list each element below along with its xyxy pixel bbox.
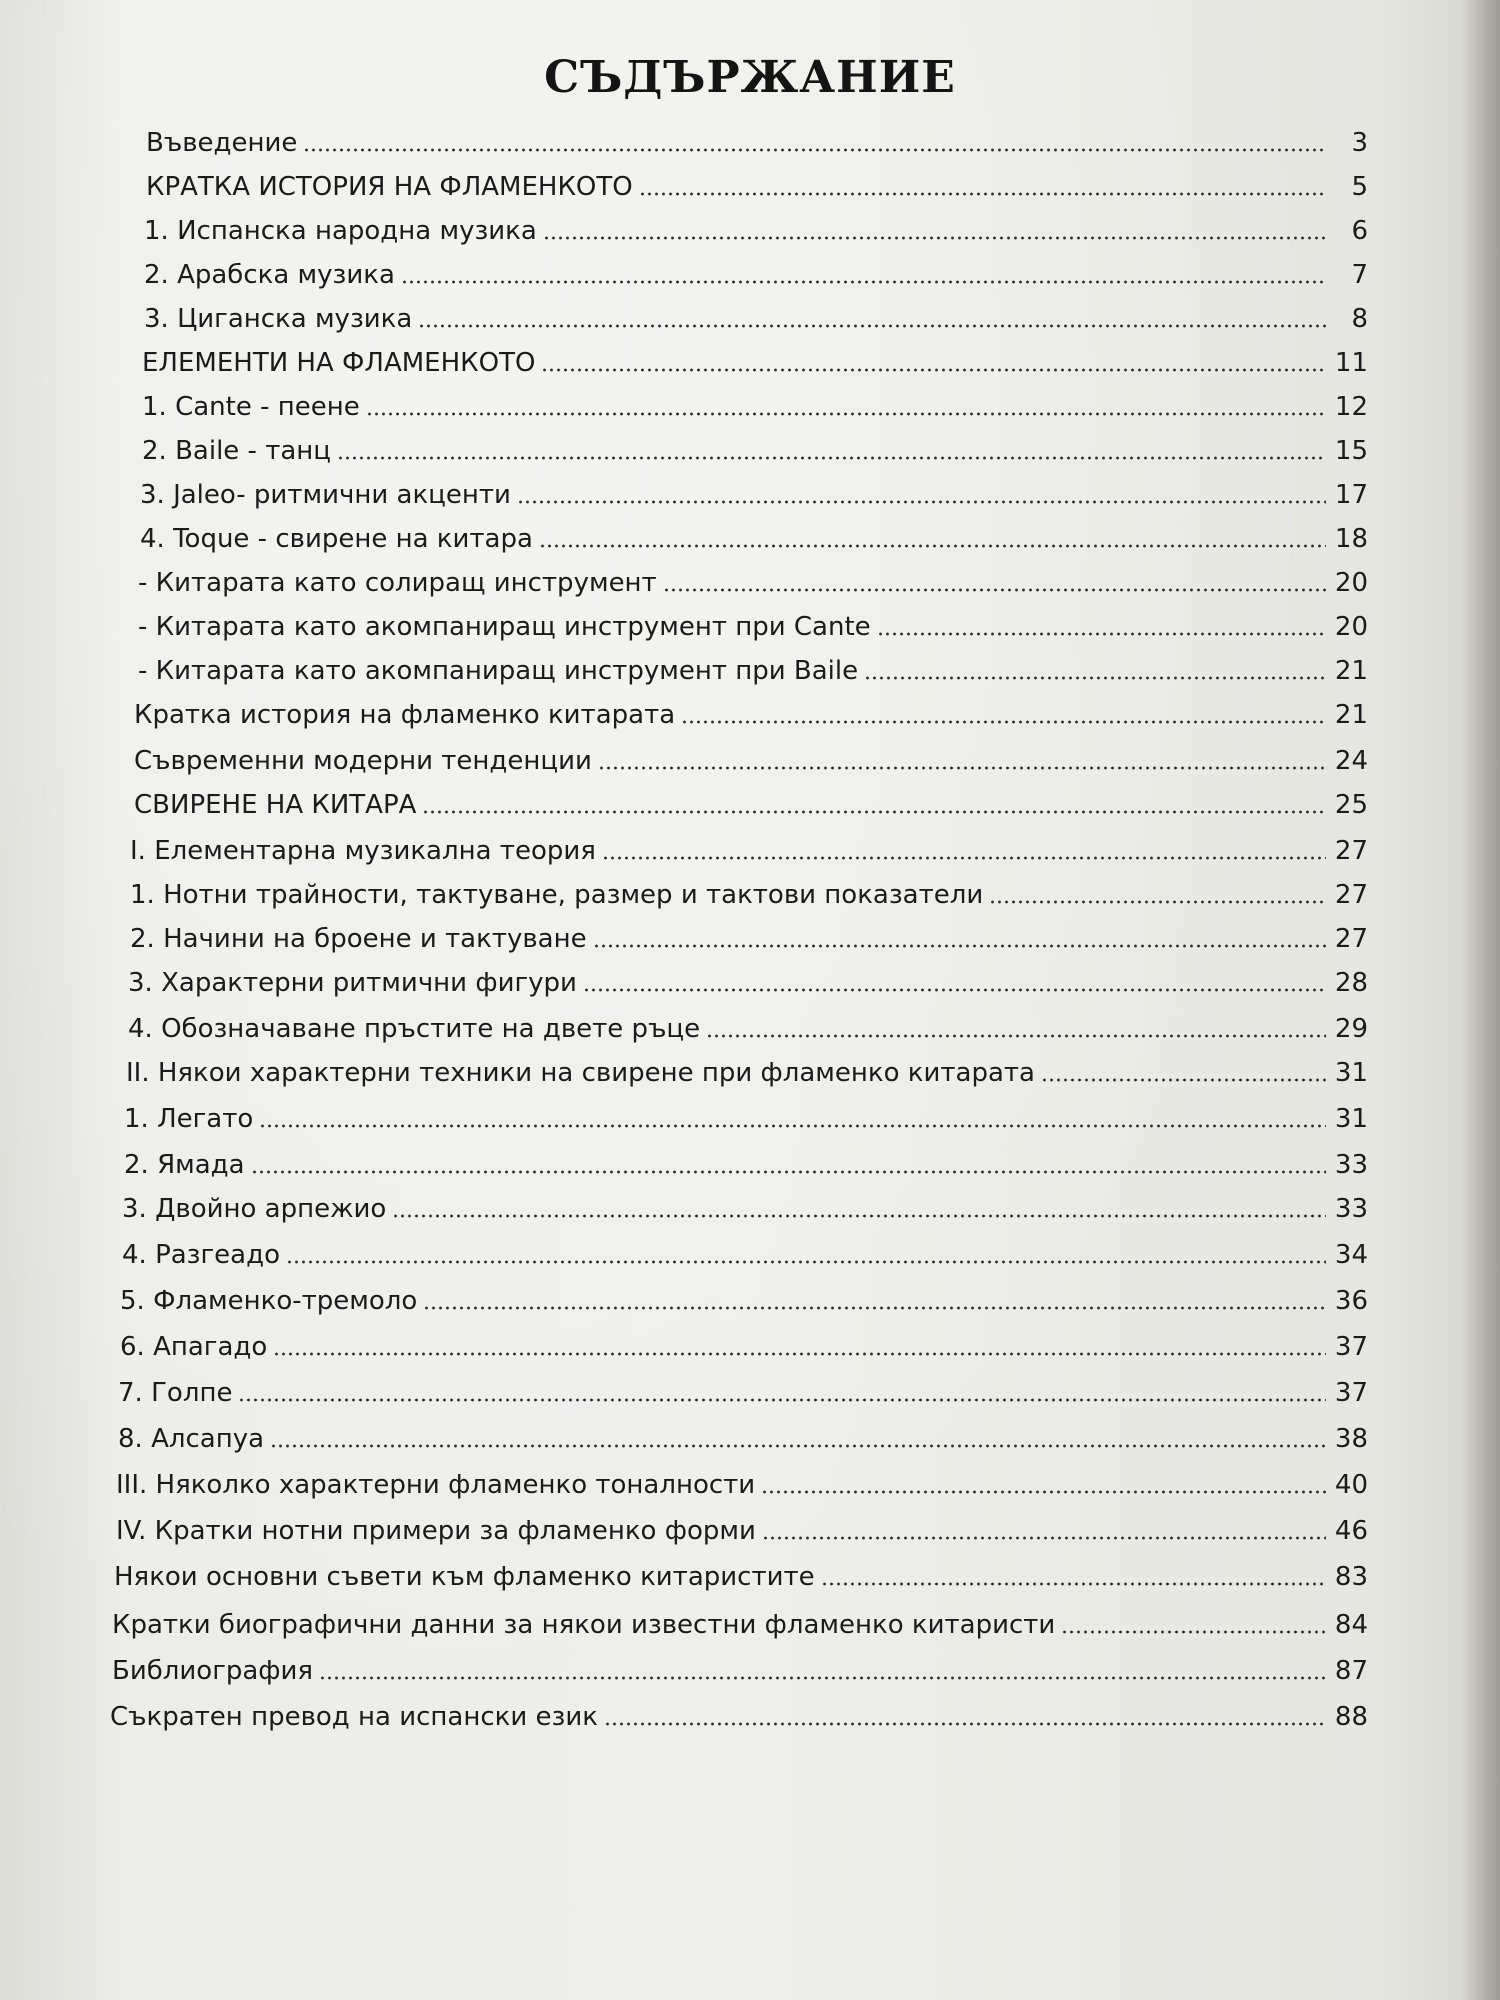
toc-entry-label: - Китарата като акомпаниращ инструмент при Baile xyxy=(138,656,859,686)
toc-entry-label: 1. Легато xyxy=(124,1104,254,1134)
toc-leader-dots xyxy=(989,900,1326,904)
toc-entry xyxy=(134,690,1368,730)
toc-entry-label: 3. Циганска музика xyxy=(144,304,413,334)
toc-entry-label: 3. Двойно арпежио xyxy=(122,1194,387,1224)
toc-entry-page: 36 xyxy=(1334,1286,1368,1316)
toc-entry-page: 7 xyxy=(1351,260,1368,290)
toc-entry-label: 1. Cante - пеене xyxy=(142,392,360,422)
page-title: СЪДЪРЖАНИЕ xyxy=(544,52,956,103)
toc-entry-page: 6 xyxy=(1351,216,1368,246)
toc-entry xyxy=(110,1692,1368,1732)
toc-leader-dots xyxy=(366,412,1326,416)
toc-leader-dots xyxy=(392,1214,1326,1218)
toc-entry-label: ЕЛЕМЕНТИ НА ФЛАМЕНКОТО xyxy=(142,348,536,378)
toc-entry-page: 29 xyxy=(1334,1014,1368,1044)
toc-entry xyxy=(128,1004,1368,1044)
toc-leader-dots xyxy=(238,1398,1326,1402)
toc-entry xyxy=(130,870,1368,910)
toc-entry-label: 7. Голпе xyxy=(118,1378,233,1408)
toc-entry-page: 84 xyxy=(1334,1610,1368,1640)
toc-entry xyxy=(142,382,1368,422)
toc-entry-label: 2. Арабска музика xyxy=(144,260,395,290)
toc-entry-page: 34 xyxy=(1334,1240,1368,1270)
toc-entry xyxy=(118,1414,1368,1454)
toc-entry-label: 5. Фламенко-тремоло xyxy=(120,1286,418,1316)
toc-entry xyxy=(124,1094,1368,1134)
toc-entry-page: 8 xyxy=(1351,304,1368,334)
toc-entry-label: 6. Апагадо xyxy=(120,1332,268,1362)
toc-entry-page: 11 xyxy=(1334,348,1368,378)
toc-leader-dots xyxy=(598,766,1326,770)
toc-entry-label: Библиография xyxy=(112,1656,314,1686)
toc-entry xyxy=(144,206,1368,246)
toc-entry-page: 28 xyxy=(1334,968,1368,998)
toc-leader-dots xyxy=(864,676,1326,680)
toc-entry-page: 33 xyxy=(1334,1194,1368,1224)
toc-entry-label: 1. Нотни трайности, тактуване, размер и тактови показатели xyxy=(130,880,984,910)
toc-entry xyxy=(146,118,1368,158)
toc-leader-dots xyxy=(401,280,1326,284)
toc-entry xyxy=(116,1460,1368,1500)
toc-entry-page: 27 xyxy=(1334,880,1368,910)
toc-entry xyxy=(120,1276,1368,1316)
toc-entry xyxy=(144,294,1368,334)
toc-entry xyxy=(140,470,1368,510)
toc-entry-label: Кратка история на фламенко китарата xyxy=(134,700,676,730)
toc-entry-label: КРАТКА ИСТОРИЯ НА ФЛАМЕНКОТО xyxy=(146,172,633,202)
toc-entry-page: 40 xyxy=(1334,1470,1368,1500)
toc-leader-dots xyxy=(418,324,1326,328)
toc-leader-dots xyxy=(604,1722,1326,1726)
toc-leader-dots xyxy=(319,1676,1326,1680)
toc-leader-dots xyxy=(583,988,1326,992)
toc-entry-label: I. Елементарна музикална теория xyxy=(130,836,596,866)
toc-entry xyxy=(142,338,1368,378)
toc-leader-dots xyxy=(1061,1630,1326,1634)
toc-entry xyxy=(134,736,1368,776)
toc-entry-page: 27 xyxy=(1334,836,1368,866)
toc-leader-dots xyxy=(639,192,1326,196)
toc-entry xyxy=(142,426,1368,466)
toc-entry xyxy=(112,1600,1368,1640)
toc-entry xyxy=(116,1506,1368,1546)
toc-entry-label: Кратки биографични данни за някои известни фламенко китаристи xyxy=(112,1610,1056,1640)
toc-entry-page: 37 xyxy=(1334,1378,1368,1408)
toc-entry xyxy=(114,1552,1368,1592)
toc-entry xyxy=(122,1230,1368,1270)
toc-entry-page: 17 xyxy=(1334,480,1368,510)
toc-entry-page: 38 xyxy=(1334,1424,1368,1454)
toc-leader-dots xyxy=(761,1490,1326,1494)
toc-entry-label: Въведение xyxy=(146,128,298,158)
toc-entry-label: 2. Ямада xyxy=(124,1150,245,1180)
toc-entry-page: 25 xyxy=(1334,790,1368,820)
toc-leader-dots xyxy=(423,1306,1326,1310)
toc-leader-dots xyxy=(821,1582,1326,1586)
toc-entry-page: 24 xyxy=(1334,746,1368,776)
toc-leader-dots xyxy=(543,236,1326,240)
toc-entry-label: 8. Алсапуа xyxy=(118,1424,265,1454)
toc-entry-page: 21 xyxy=(1334,700,1368,730)
toc-entry-label: II. Някои характерни техники на свирене при фламенко китарата xyxy=(126,1058,1035,1088)
toc-entry xyxy=(146,162,1368,202)
toc-leader-dots xyxy=(681,720,1326,724)
toc-entry xyxy=(126,1048,1368,1088)
toc-entry-label: 2. Baile - танц xyxy=(142,436,331,466)
toc-entry xyxy=(138,558,1368,598)
toc-leader-dots xyxy=(593,944,1326,948)
toc-entry xyxy=(122,1184,1368,1224)
toc-entry-label: 1. Испанска народна музика xyxy=(144,216,537,246)
toc-entry-page: 12 xyxy=(1334,392,1368,422)
toc-entry-page: 3 xyxy=(1351,128,1368,158)
toc-leader-dots xyxy=(337,456,1326,460)
toc-entry-label: - Китарата като солиращ инструмент xyxy=(138,568,657,598)
toc-entry xyxy=(130,826,1368,866)
toc-entry xyxy=(120,1322,1368,1362)
toc-entry-label: СВИРЕНЕ НА КИТАРА xyxy=(134,790,417,820)
toc-entry xyxy=(118,1368,1368,1408)
toc-leader-dots xyxy=(706,1034,1326,1038)
toc-leader-dots xyxy=(273,1352,1326,1356)
toc-entry-page: 5 xyxy=(1351,172,1368,202)
toc-entry-label: Съвременни модерни тенденции xyxy=(134,746,592,776)
toc-entry xyxy=(124,1140,1368,1180)
toc-leader-dots xyxy=(663,588,1326,592)
toc-leader-dots xyxy=(541,368,1326,372)
toc-entry xyxy=(128,958,1368,998)
toc-entry-page: 46 xyxy=(1334,1516,1368,1546)
toc-entry xyxy=(144,250,1368,290)
toc-entry xyxy=(138,602,1368,642)
toc-entry xyxy=(130,914,1368,954)
toc-entry-label: Някои основни съвети към фламенко китаристите xyxy=(114,1562,815,1592)
toc-leader-dots xyxy=(286,1260,1326,1264)
toc-entry-label: 3. Jaleo- ритмични акценти xyxy=(140,480,511,510)
toc-entry xyxy=(112,1646,1368,1686)
toc-entry-page: 20 xyxy=(1334,612,1368,642)
toc-entry-page: 88 xyxy=(1334,1702,1368,1732)
toc-leader-dots xyxy=(251,1170,1326,1174)
toc-entry-label: IV. Кратки нотни примери за фламенко форми xyxy=(116,1516,756,1546)
toc-entry xyxy=(140,514,1368,554)
toc-leader-dots xyxy=(539,544,1326,548)
toc-entry-page: 37 xyxy=(1334,1332,1368,1362)
toc-entry-page: 87 xyxy=(1334,1656,1368,1686)
toc-leader-dots xyxy=(517,500,1326,504)
toc-entry-label: 2. Начини на броене и тактуване xyxy=(130,924,587,954)
toc-entry-page: 83 xyxy=(1334,1562,1368,1592)
toc-entry-label: 3. Характерни ритмични фигури xyxy=(128,968,577,998)
toc-entry-page: 33 xyxy=(1334,1150,1368,1180)
toc-entry-page: 18 xyxy=(1334,524,1368,554)
toc-entry xyxy=(138,646,1368,686)
toc-entry-label: Съкратен превод на испански език xyxy=(110,1702,598,1732)
toc-leader-dots xyxy=(762,1536,1326,1540)
toc-leader-dots xyxy=(422,810,1326,814)
toc-entry-page: 21 xyxy=(1334,656,1368,686)
toc-entry-page: 15 xyxy=(1334,436,1368,466)
toc-leader-dots xyxy=(877,632,1326,636)
toc-entry-label: 4. Разгеадо xyxy=(122,1240,280,1270)
toc-entry-page: 27 xyxy=(1334,924,1368,954)
toc-leader-dots xyxy=(1041,1078,1326,1082)
toc-entry xyxy=(134,780,1368,820)
toc-leader-dots xyxy=(303,148,1326,152)
toc-entry-page: 31 xyxy=(1334,1104,1368,1134)
toc-leader-dots xyxy=(270,1444,1326,1448)
toc-leader-dots xyxy=(602,856,1326,860)
toc-entry-label: - Китарата като акомпаниращ инструмент при Cante xyxy=(138,612,871,642)
toc-entry-label: 4. Toque - свирене на китара xyxy=(140,524,533,554)
toc-entry-label: 4. Обозначаване пръстите на двете ръце xyxy=(128,1014,701,1044)
toc-leader-dots xyxy=(259,1124,1326,1128)
toc-entry-label: III. Няколко характерни фламенко тоналности xyxy=(116,1470,756,1500)
toc-entry-page: 31 xyxy=(1334,1058,1368,1088)
toc-entry-page: 20 xyxy=(1334,568,1368,598)
